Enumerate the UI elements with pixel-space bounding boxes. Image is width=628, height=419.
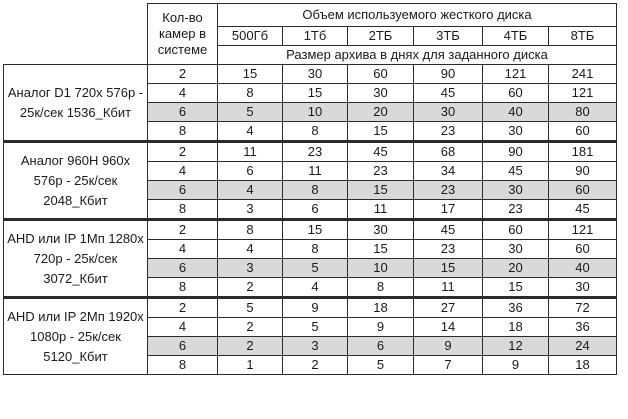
camera-count: 4 [148,240,218,259]
days-cell: 18 [549,356,617,375]
disk-size: 8ТБ [549,27,617,46]
days-cell: 23 [483,200,549,220]
days-cell: 8 [283,181,348,200]
days-cell: 8 [348,278,414,298]
days-cell: 8 [283,240,348,259]
camera-format: AHD или IP 1Мп 1280x 720p - 25к/сек 3072_Кбит [4,220,148,298]
days-cell: 36 [549,318,617,337]
days-cell: 90 [549,162,617,181]
camera-count: 2 [148,142,218,162]
days-cell: 3 [218,200,283,220]
days-cell: 10 [348,259,414,278]
days-cell: 24 [549,337,617,356]
days-cell: 11 [414,278,483,298]
days-cell: 241 [549,65,617,84]
days-cell: 30 [283,65,348,84]
days-cell: 30 [348,84,414,103]
days-cell: 45 [483,162,549,181]
days-cell: 23 [414,181,483,200]
camera-count: 2 [148,220,218,240]
disk-size: 2ТБ [348,27,414,46]
days-cell: 60 [549,240,617,259]
days-cell: 23 [283,142,348,162]
days-cell: 15 [218,65,283,84]
camera-count: 6 [148,103,218,122]
days-cell: 4 [283,278,348,298]
days-cell: 30 [483,240,549,259]
camera-format: Аналог 960H 960x 576p - 25к/сек 2048_Кбит [4,142,148,220]
days-cell: 30 [549,278,617,298]
days-cell: 11 [348,200,414,220]
disk-size: 3ТБ [414,27,483,46]
days-cell: 15 [348,122,414,142]
days-cell: 15 [283,84,348,103]
archive-table [3,3,617,375]
days-cell: 17 [414,200,483,220]
days-cell: 40 [483,103,549,122]
days-cell: 72 [549,298,617,318]
days-cell: 90 [483,142,549,162]
days-cell: 3 [218,259,283,278]
days-cell: 9 [483,356,549,375]
days-cell: 5 [283,318,348,337]
days-cell: 23 [414,122,483,142]
disk-title: Объем используемого жесткого диска [218,4,617,27]
days-cell: 5 [348,356,414,375]
days-cell: 5 [218,103,283,122]
header-row-1 [4,4,617,27]
camera-count: 8 [148,278,218,298]
days-cell: 2 [283,356,348,375]
days-cell: 36 [483,298,549,318]
disk-size: 4ТБ [483,27,549,46]
camera-count: 4 [148,84,218,103]
days-cell: 15 [483,278,549,298]
days-cell: 11 [218,142,283,162]
days-cell: 30 [483,122,549,142]
camera-count: 8 [148,200,218,220]
camera-count: 4 [148,318,218,337]
camera-count: 8 [148,122,218,142]
days-cell: 5 [283,259,348,278]
days-cell: 4 [218,181,283,200]
days-cell: 60 [483,84,549,103]
days-cell: 45 [414,84,483,103]
camera-count: 6 [148,181,218,200]
days-cell: 8 [218,84,283,103]
days-cell: 60 [549,181,617,200]
table-row [4,142,617,162]
camera-count: 8 [148,356,218,375]
days-cell: 9 [348,318,414,337]
camera-count: 4 [148,162,218,181]
corner-cell [4,4,148,65]
days-cell: 6 [283,200,348,220]
days-cell: 60 [348,65,414,84]
days-cell: 2 [218,278,283,298]
days-cell: 18 [483,318,549,337]
days-cell: 15 [283,220,348,240]
days-cell: 15 [348,181,414,200]
days-cell: 68 [414,142,483,162]
days-cell: 121 [549,84,617,103]
table-row [4,65,617,84]
days-cell: 30 [348,220,414,240]
days-cell: 23 [414,240,483,259]
days-cell: 60 [549,122,617,142]
days-cell: 14 [414,318,483,337]
days-cell: 6 [348,337,414,356]
days-cell: 45 [414,220,483,240]
days-cell: 8 [283,122,348,142]
days-cell: 90 [414,65,483,84]
days-cell: 20 [483,259,549,278]
days-cell: 30 [483,181,549,200]
days-cell: 8 [218,220,283,240]
days-cell: 6 [218,162,283,181]
camera-count: 6 [148,259,218,278]
days-cell: 181 [549,142,617,162]
camera-count: 2 [148,65,218,84]
days-cell: 45 [549,200,617,220]
table-row [4,298,617,318]
disk-size: 1Тб [283,27,348,46]
table-row [4,220,617,240]
days-cell: 11 [283,162,348,181]
days-cell: 27 [414,298,483,318]
disk-size: 500Гб [218,27,283,46]
days-cell: 15 [414,259,483,278]
days-cell: 1 [218,356,283,375]
camera-count: 2 [148,298,218,318]
days-cell: 121 [483,65,549,84]
days-cell: 7 [414,356,483,375]
days-cell: 5 [218,298,283,318]
days-cell: 34 [414,162,483,181]
camera-format: AHD или IP 2Мп 1920x 1080p - 25к/сек 5120_Кбит [4,298,148,375]
days-cell: 23 [348,162,414,181]
days-cell: 40 [549,259,617,278]
days-cell: 12 [483,337,549,356]
days-cell: 80 [549,103,617,122]
days-cell: 4 [218,122,283,142]
days-cell: 30 [414,103,483,122]
days-cell: 60 [483,220,549,240]
days-cell: 4 [218,240,283,259]
days-cell: 121 [549,220,617,240]
days-cell: 20 [348,103,414,122]
cameras-header: Кол-во камер в системе [148,4,218,65]
days-cell: 9 [283,298,348,318]
days-cell: 9 [414,337,483,356]
days-cell: 10 [283,103,348,122]
days-cell: 2 [218,337,283,356]
days-cell: 3 [283,337,348,356]
days-cell: 15 [348,240,414,259]
days-cell: 18 [348,298,414,318]
archive-title: Размер архива в днях для заданного диска [218,46,617,65]
days-cell: 2 [218,318,283,337]
camera-count: 6 [148,337,218,356]
camera-format: Аналог D1 720x 576p - 25к/сек 1536_Кбит [4,65,148,142]
days-cell: 45 [348,142,414,162]
